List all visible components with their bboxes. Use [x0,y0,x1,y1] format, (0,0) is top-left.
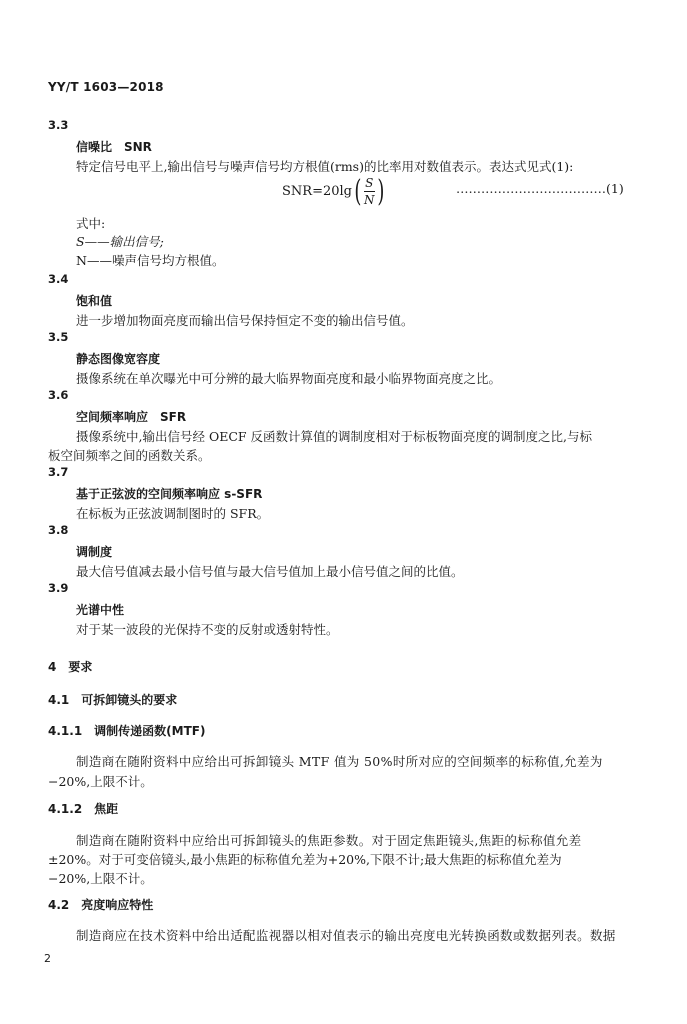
term-definition: 在标板为正弦波调制图时的 SFR。 [76,506,270,521]
formula-open-paren: ( [354,173,362,209]
formula-lhs: SNR=20lg [282,184,352,199]
paragraph-line: 制造商在随附资料中应给出可拆卸镜头的焦距参数。对于固定焦距镜头,焦距的标称值允差 [76,833,582,848]
section-heading: 4.1.2 焦距 [48,802,119,816]
standard-code-header: YY/T 1603—2018 [48,80,164,94]
section-heading: 4.2 亮度响应特性 [48,898,154,912]
clause-number: 3.4 [48,272,69,286]
formula-denominator: N [363,193,375,207]
where-label: 式中: [76,216,106,231]
formula-label: ………………………………(1) [456,181,624,196]
paragraph-line: −20%,上限不计。 [48,774,153,789]
clause-number: 3.5 [48,330,69,344]
where-item: N——噪声信号均方根值。 [76,253,225,268]
term-title: 基于正弦波的空间频率响应 s-SFR [76,487,263,501]
paragraph-line: ±20%。对于可变倍镜头,最小焦距的标称值允差为+20%,下限不计;最大焦距的标称值允差为 [48,852,562,867]
term-definition: 最大信号值减去最小信号值与最大信号值加上最小信号值之间的比值。 [76,564,464,579]
paragraph-line: −20%,上限不计。 [48,871,153,886]
section-heading: 4 要求 [48,660,93,674]
section-heading: 4.1.1 调制传递函数(MTF) [48,724,206,738]
snr-formula [282,173,386,209]
term-title: 调制度 [76,545,113,559]
formula-fraction [364,176,375,207]
where-item: S——输出信号; [76,234,164,249]
clause-number: 3.3 [48,118,69,132]
clause-number: 3.9 [48,581,69,595]
formula-close-paren: ) [377,173,385,209]
term-definition: 摄像系统在单次曝光中可分辨的最大临界物面亮度和最小临界物面亮度之比。 [76,371,502,386]
page-number: 2 [44,952,51,965]
term-title: 光谱中性 [76,603,125,617]
clause-number: 3.7 [48,465,69,479]
term-title: 静态图像宽容度 [76,352,161,366]
term-title: 信噪比 SNR [76,140,152,154]
section-heading: 4.1 可拆卸镜头的要求 [48,693,178,707]
fraction-bar [364,191,375,192]
term-definition-cont: 板空间频率之间的函数关系。 [48,448,211,463]
paragraph-line: 制造商在随附资料中应给出可拆卸镜头 MTF 值为 50%时所对应的空间频率的标称值,允差为 [76,754,603,769]
term-title: 空间频率响应 SFR [76,410,187,424]
term-definition: 对于某一波段的光保持不变的反射或透射特性。 [76,622,339,637]
term-title: 饱和值 [76,294,113,308]
term-definition: 进一步增加物面亮度而输出信号保持恒定不变的输出信号值。 [76,313,414,328]
term-definition: 特定信号电平上,输出信号与噪声信号均方根值(rms)的比率用对数值表示。表达式见式(1): [76,159,574,174]
clause-number: 3.6 [48,388,69,402]
clause-number: 3.8 [48,523,69,537]
paragraph-line: 制造商应在技术资料中给出适配监视器以相对值表示的输出亮度电光转换函数或数据列表。数据 [76,928,616,943]
term-definition: 摄像系统中,输出信号经 OECF 反函数计算值的调制度相对于标板物面亮度的调制度之比,与标 [76,429,593,444]
formula-numerator: S [365,176,374,190]
